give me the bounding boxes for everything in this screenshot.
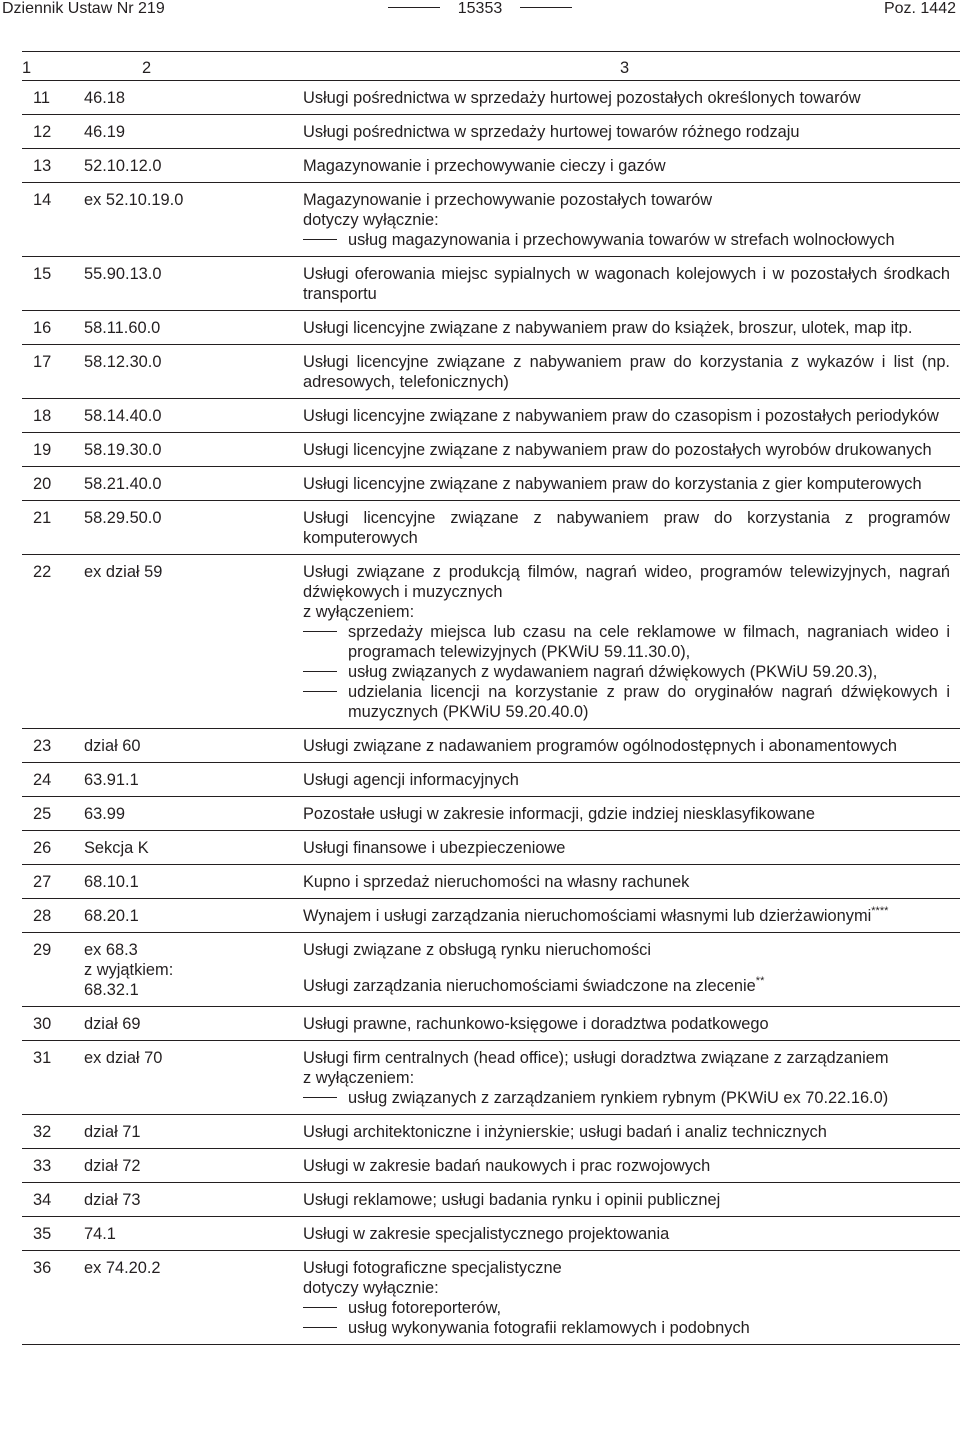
row-description [303, 1048, 950, 1068]
table-row [22, 1251, 960, 1345]
row-description-cell [303, 831, 960, 865]
row-description [303, 1122, 950, 1142]
row-description [303, 440, 950, 460]
row-description [303, 508, 950, 548]
row-number: 25 [22, 797, 84, 831]
row-description-cell [303, 81, 960, 115]
row-description [303, 770, 950, 790]
row-description [303, 1014, 950, 1034]
row-description-text: Usługi prawne, rachunkowo-księgowe i doradztwa podatkowego [303, 1015, 769, 1033]
row-code-cell [84, 183, 303, 257]
row-number: 28 [22, 899, 84, 933]
row-description [303, 156, 950, 176]
page-header [0, 0, 960, 24]
row-code: 46.19 [84, 123, 126, 141]
row-description-text: Usługi licencyjne związane z nabywaniem praw do korzystania z wykazów i list (np. adresowych, telefonicznych) [303, 353, 950, 391]
row-code-cell [84, 1149, 303, 1183]
row-description-cell [303, 729, 960, 763]
row-code-cell [84, 467, 303, 501]
table-row [22, 149, 960, 183]
header-dash-right [520, 7, 572, 8]
row-code-cell [84, 899, 303, 933]
row-description-text: Wynajem i usługi zarządzania nieruchomościami własnymi lub dzierżawionymi [303, 907, 872, 925]
row-number: 27 [22, 865, 84, 899]
dash-list-item: usług magazynowania i przechowywania towarów w strefach wolnocłowych [303, 230, 950, 250]
row-code-cell [84, 865, 303, 899]
row-number: 15 [22, 257, 84, 311]
table-row [22, 1217, 960, 1251]
row-code: 68.20.1 [84, 907, 139, 925]
row-description-cell [303, 899, 960, 933]
row-description-cell [303, 1115, 960, 1149]
row-number: 35 [22, 1217, 84, 1251]
table-row [22, 467, 960, 501]
row-code: 58.19.30.0 [84, 441, 162, 459]
table-row [22, 311, 960, 345]
row-description-cell [303, 345, 960, 399]
row-number: 12 [22, 115, 84, 149]
table-row [22, 831, 960, 865]
row-code-cell [84, 1007, 303, 1041]
row-code-cell [84, 149, 303, 183]
row-code-cell [84, 81, 303, 115]
row-code: ex 52.10.19.0 [84, 191, 184, 209]
row-description [303, 804, 950, 824]
row-code: 52.10.12.0 [84, 157, 162, 175]
table-row [22, 933, 960, 1007]
row-code: dział 69 [84, 1015, 141, 1033]
row-description [303, 1190, 950, 1210]
row-number: 17 [22, 345, 84, 399]
row-number: 13 [22, 149, 84, 183]
table-row [22, 763, 960, 797]
row-description [303, 906, 950, 926]
row-description [303, 474, 950, 494]
row-description [303, 872, 950, 892]
row-description-cell [303, 115, 960, 149]
row-code-sub: 68.32.1 [84, 981, 139, 999]
row-description [303, 940, 950, 960]
row-code-cell [84, 257, 303, 311]
row-number: 30 [22, 1007, 84, 1041]
row-description-cell [303, 865, 960, 899]
row-description [303, 736, 950, 756]
row-code-cell [84, 1183, 303, 1217]
row-description [303, 562, 950, 602]
row-description-text: Usługi licencyjne związane z nabywaniem praw do korzystania z gier komputerowych [303, 475, 922, 493]
row-number: 11 [22, 81, 84, 115]
row-code-cell [84, 115, 303, 149]
row-number: 26 [22, 831, 84, 865]
row-code-cell [84, 1217, 303, 1251]
row-code: 55.90.13.0 [84, 265, 162, 283]
row-description-cell [303, 501, 960, 555]
row-description-text: Usługi agencji informacyjnych [303, 771, 519, 789]
row-description-text: Usługi w zakresie badań naukowych i prac rozwojowych [303, 1157, 711, 1175]
row-description-text: Usługi w zakresie specjalistycznego projektowania [303, 1225, 670, 1243]
row-code-cell [84, 763, 303, 797]
footnote-marker: ** [755, 975, 765, 987]
row-code-cell [84, 831, 303, 865]
row-description-text: Usługi licencyjne związane z nabywaniem praw do czasopism i pozostałych periodyków [303, 407, 939, 425]
table-row [22, 81, 960, 115]
row-note: dotyczy wyłącznie: [303, 1279, 439, 1297]
table-row [22, 899, 960, 933]
row-description-text: Usługi związane z obsługą rynku nieruchomości [303, 941, 652, 959]
row-code: ex dział 70 [84, 1049, 163, 1067]
dash-list-item: usług wykonywania fotografii reklamowych i podobnych [303, 1318, 950, 1338]
row-code-cell [84, 501, 303, 555]
row-note: z wyłączeniem: [303, 1069, 415, 1087]
row-code-cell [84, 1251, 303, 1345]
dash-list-item: sprzedaży miejsca lub czasu na cele reklamowe w filmach, nagraniach wideo i programach telewizyjnych (PKWiU 59.11.30.0), [303, 622, 950, 662]
row-code-cell [84, 555, 303, 729]
row-note: dotyczy wyłącznie: [303, 211, 439, 229]
row-code-cell [84, 933, 303, 1007]
row-code-cell [84, 729, 303, 763]
table-row [22, 433, 960, 467]
row-description-text: Usługi pośrednictwa w sprzedaży hurtowej pozostałych określonych towarów [303, 89, 861, 107]
row-description-text: Usługi licencyjne związane z nabywaniem praw do pozostałych wyrobów drukowanych [303, 441, 932, 459]
row-description-cell [303, 1217, 960, 1251]
table-row [22, 797, 960, 831]
row-number: 20 [22, 467, 84, 501]
row-description [303, 88, 950, 108]
row-description-cell [303, 1183, 960, 1217]
row-description [303, 1258, 950, 1278]
table-row [22, 1183, 960, 1217]
row-code: ex dział 59 [84, 563, 163, 581]
dash-list-item: udzielania licencji na korzystanie z praw do oryginałów nagrań dźwiękowych i muzycznych (PKWiU 59.20.40.0) [303, 682, 950, 722]
row-description-text: Usługi licencyjne związane z nabywaniem praw do książek, broszur, ulotek, map itp. [303, 319, 913, 337]
row-code: dział 71 [84, 1123, 141, 1141]
column-header-1: 1 [22, 52, 84, 81]
row-number: 18 [22, 399, 84, 433]
row-number: 32 [22, 1115, 84, 1149]
table-row [22, 115, 960, 149]
spacer [303, 960, 950, 976]
row-code-cell [84, 399, 303, 433]
row-code: dział 60 [84, 737, 141, 755]
row-description-text: Usługi oferowania miejsc sypialnych w wagonach kolejowych i w pozostałych środkach transportu [303, 265, 950, 303]
row-description-cell [303, 1149, 960, 1183]
row-description-cell [303, 257, 960, 311]
row-description-text: Usługi architektoniczne i inżynierskie; usługi badań i analiz technicznych [303, 1123, 827, 1141]
row-code: 58.21.40.0 [84, 475, 162, 493]
row-note: z wyłączeniem: [303, 603, 415, 621]
dash-list-item: usług fotoreporterów, [303, 1298, 950, 1318]
row-code: 58.14.40.0 [84, 407, 162, 425]
row-description-cell [303, 1007, 960, 1041]
row-description-cell [303, 1251, 960, 1345]
table-row [22, 1041, 960, 1115]
row-code: dział 72 [84, 1157, 141, 1175]
row-code-cell [84, 797, 303, 831]
row-code: 74.1 [84, 1225, 116, 1243]
row-code-cell [84, 345, 303, 399]
row-code-cell [84, 433, 303, 467]
column-header-3: 3 [303, 52, 960, 81]
row-number: 34 [22, 1183, 84, 1217]
journal-title: Dziennik Ustaw Nr 219 [2, 0, 165, 17]
row-description-cell [303, 467, 960, 501]
table-row [22, 1115, 960, 1149]
row-code-note: z wyjątkiem: [84, 961, 174, 979]
row-description-cell [303, 311, 960, 345]
row-description-sub [303, 976, 950, 996]
column-header-2: 2 [84, 52, 303, 81]
row-description [303, 1224, 950, 1244]
row-description-text: Usługi reklamowe; usługi badania rynku i opinii publicznej [303, 1191, 721, 1209]
table-row [22, 729, 960, 763]
row-description-cell [303, 555, 960, 729]
row-code: 58.11.60.0 [84, 319, 161, 337]
row-description [303, 838, 950, 858]
position-number: Poz. 1442 [883, 0, 956, 17]
table-row [22, 1007, 960, 1041]
row-description-text: Magazynowanie i przechowywanie cieczy i gazów [303, 157, 666, 175]
row-description [303, 352, 950, 392]
row-number: 29 [22, 933, 84, 1007]
row-description-cell [303, 399, 960, 433]
row-description-text: Usługi związane z nadawaniem programów ogólnodostępnych i abonamentowych [303, 737, 898, 755]
table-row [22, 183, 960, 257]
row-code-cell [84, 1115, 303, 1149]
row-description-cell [303, 183, 960, 257]
row-description-text: Kupno i sprzedaż nieruchomości na własny rachunek [303, 873, 690, 891]
row-number: 33 [22, 1149, 84, 1183]
row-code-cell [84, 311, 303, 345]
table-row [22, 257, 960, 311]
row-description-cell [303, 1041, 960, 1115]
row-description-text: Usługi pośrednictwa w sprzedaży hurtowej towarów różnego rodzaju [303, 123, 800, 141]
table-row [22, 865, 960, 899]
row-code: 63.91.1 [84, 771, 139, 789]
row-number: 24 [22, 763, 84, 797]
row-description [303, 122, 950, 142]
row-code: 63.99 [84, 805, 126, 823]
table-row [22, 1149, 960, 1183]
row-description-text: Pozostałe usługi w zakresie informacji, gdzie indziej niesklasyfikowane [303, 805, 815, 823]
page-number [0, 0, 960, 18]
footnote-marker: **** [871, 905, 889, 917]
row-number: 23 [22, 729, 84, 763]
row-description [303, 190, 950, 210]
row-number: 31 [22, 1041, 84, 1115]
row-description-text: Magazynowanie i przechowywanie pozostałych towarów [303, 191, 713, 209]
row-description-text: Usługi finansowe i ubezpieczeniowe [303, 839, 566, 857]
row-number: 21 [22, 501, 84, 555]
row-code: 68.10.1 [84, 873, 139, 891]
row-description-cell [303, 763, 960, 797]
row-description-cell [303, 797, 960, 831]
row-description [303, 318, 950, 338]
row-description-text: Usługi licencyjne związane z nabywaniem praw do korzystania z programów komputerowych [303, 509, 950, 547]
table-row [22, 555, 960, 729]
row-code: Sekcja K [84, 839, 149, 857]
row-number: 16 [22, 311, 84, 345]
row-description-text: Usługi związane z produkcją filmów, nagrań wideo, programów telewizyjnych, nagrań dźwiękowych i muzycznych [303, 563, 950, 601]
row-code: 58.29.50.0 [84, 509, 162, 527]
row-number: 22 [22, 555, 84, 729]
row-number: 19 [22, 433, 84, 467]
dash-list-item: usług związanych z zarządzaniem rynkiem rybnym (PKWiU ex 70.22.16.0) [303, 1088, 950, 1108]
row-description [303, 264, 950, 304]
table-row [22, 501, 960, 555]
row-code: ex 68.3 [84, 941, 138, 959]
dash-list-item: usług związanych z wydawaniem nagrań dźwiękowych (PKWiU 59.20.3), [303, 662, 950, 682]
row-code: 46.18 [84, 89, 126, 107]
row-code: dział 73 [84, 1191, 141, 1209]
row-code: ex 74.20.2 [84, 1259, 161, 1277]
services-table [22, 51, 960, 1345]
row-description-cell [303, 933, 960, 1007]
row-description-text: Usługi firm centralnych (head office); usługi doradztwa związane z zarządzaniem [303, 1049, 889, 1067]
table-body [22, 52, 960, 1345]
row-description [303, 1156, 950, 1176]
row-number: 36 [22, 1251, 84, 1345]
row-code-cell [84, 1041, 303, 1115]
table-row [22, 345, 960, 399]
table-row [22, 399, 960, 433]
row-description-cell [303, 433, 960, 467]
row-description-cell [303, 149, 960, 183]
row-description [303, 406, 950, 426]
row-number: 14 [22, 183, 84, 257]
header-dash-left [388, 7, 440, 8]
table-header-row [22, 52, 960, 81]
row-code: 58.12.30.0 [84, 353, 162, 371]
row-description-sub-text: Usługi zarządzania nieruchomościami świadczone na zlecenie [303, 977, 756, 995]
page-number-text: 15353 [457, 0, 503, 17]
row-description-text: Usługi fotograficzne specjalistyczne [303, 1259, 562, 1277]
